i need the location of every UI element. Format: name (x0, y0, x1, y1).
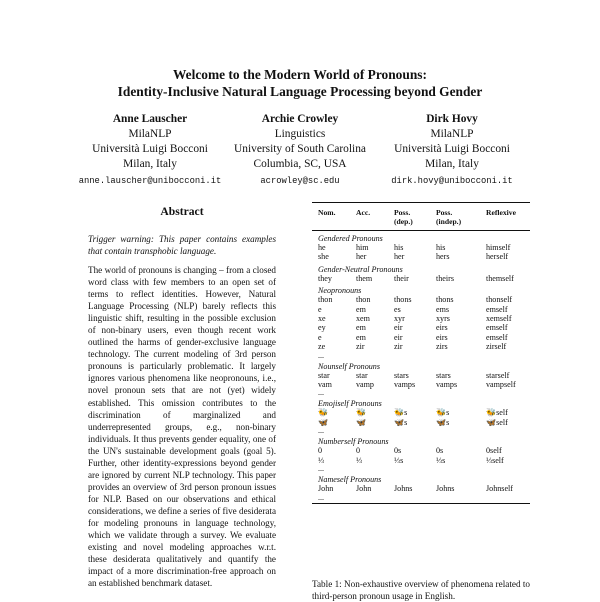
table-cell: their (394, 273, 409, 283)
author-affiliation: MilaNLP (430, 128, 474, 140)
author-location: Columbia, SC, USA (253, 158, 347, 170)
table-cell: 0 (356, 446, 361, 456)
table-cell: 0 (318, 446, 323, 456)
table-row (312, 305, 530, 314)
table-cell: Johns (436, 484, 455, 494)
table-cell: ⅓ (356, 455, 363, 465)
author-block (372, 112, 532, 189)
table-cell: thons (394, 295, 412, 305)
author-email[interactable]: anne.lauscher@unibocconi.it (78, 176, 222, 186)
header-acc: Acc. (356, 208, 371, 217)
table-row (312, 274, 530, 283)
author-block (215, 112, 385, 189)
table-cell: zir (356, 342, 365, 352)
table-cell: vam (318, 380, 332, 390)
table-cell: xe (318, 314, 326, 324)
table-row (312, 456, 530, 465)
table-cell: zir (394, 342, 403, 352)
table-cell: themself (486, 273, 514, 283)
table-cell: star (318, 370, 330, 380)
table-cell: 🦋 (356, 417, 367, 427)
table-cell: thon (356, 295, 371, 305)
table-cell: star (356, 370, 368, 380)
table-cell: she (318, 252, 329, 262)
table-cell: they (318, 273, 332, 283)
table-cell: xyrs (436, 314, 450, 324)
table-ellipsis: ... (318, 492, 324, 502)
table-cell: 🐝s (394, 408, 408, 418)
table-cell: emself (486, 332, 508, 342)
table-cell: 🐝 (356, 408, 367, 418)
table-row (312, 342, 530, 351)
table-row (312, 484, 530, 493)
table-cell: eirs (436, 323, 448, 333)
table-caption: Table 1: Non-exhaustive overview of phenomena related to third-person pronoun usage in English. (312, 579, 530, 601)
table-cell: emself (486, 304, 508, 314)
table-cell: her (394, 252, 405, 262)
table-ellipsis: ... (318, 464, 324, 474)
table-section-label: Neopronouns (318, 286, 362, 296)
table-cell: them (356, 273, 373, 283)
header-reflexive: Reflexive (486, 208, 516, 217)
table-cell: eir (394, 332, 403, 342)
table-cell: himself (486, 243, 511, 252)
table-row (312, 446, 530, 455)
table-cell: John (318, 484, 334, 494)
table-cell: hers (436, 252, 450, 262)
table-cell: theirs (436, 273, 454, 283)
table-cell: em (356, 332, 366, 342)
author-affiliation: Università Luigi Bocconi (394, 143, 510, 155)
table-cell: 🐝self (486, 408, 508, 418)
table-header-rule (312, 230, 530, 231)
author-affiliation: MilaNLP (128, 128, 172, 140)
author-location: Milan, Italy (425, 158, 479, 170)
table-cell: em (356, 304, 366, 314)
header-nom: Nom. (318, 208, 336, 217)
table-ellipsis: ... (318, 426, 324, 436)
table-header (312, 203, 530, 230)
table-section-label: Gendered Pronouns (318, 234, 383, 243)
abstract-body: The world of pronouns is changing – from a closed word class with few members to an open set of terms to reflect identities. However, Natural Language Processing (NLP) barely reflects this linguistic shift, resulting in the possible exclusion of non-binary users, even though recent work outlined the harms of gender-exclusive language technology. The current modeling of 3rd person pronouns is particularly problematic. It largely ignores various phenomena like neopronouns, i.e., novel pronoun sets that are not (yet) widely established. This omission contributes to the discrimination of marginalized and underrepresented groups, e.g., non-binary individuals. It thus prevents gender equality, one of the UN's sustainable development goals (goal 5). Further, other identity-expressions beyond gender are ignored by current NLP technology. This paper provides an overview of 3rd person pronoun issues for NLP. Based on our observations and ethical considerations, we define a series of five desiderata for modeling pronouns in language technology, which we validate through a survey. We evaluate existing and novel modeling approaches w.r.t. these desiderata qualitatively and quantify the impact of a more discrimination-free approach on an established benchmark dataset. (88, 265, 276, 589)
table-cell: xyr (394, 314, 405, 324)
table-cell: herself (486, 252, 509, 262)
author-name: Anne Lauscher (112, 113, 188, 125)
trigger-warning: Trigger warning: This paper contains examples that contain transphobic language. (88, 234, 276, 257)
table-cell: he (318, 243, 326, 252)
table-cell: eir (394, 323, 403, 333)
author-affiliation: Linguistics (274, 128, 326, 140)
table-cell: vamps (394, 380, 416, 390)
table-row (312, 295, 530, 304)
pronoun-table (312, 202, 530, 504)
table-cell: her (356, 252, 367, 262)
table-cell: emself (486, 323, 508, 333)
header-poss-indep: Poss. (indep.) (436, 208, 462, 226)
title-line-1: Welcome to the Modern World of Pronouns: (173, 67, 427, 82)
author-email[interactable]: dirk.hovy@unibocconi.it (391, 176, 513, 186)
author-location: Milan, Italy (123, 158, 177, 170)
table-cell: ⅓ (318, 455, 325, 465)
table-cell: em (356, 323, 366, 333)
table-cell: 0self (486, 446, 502, 456)
table-row (312, 418, 530, 427)
table-cell: ze (318, 342, 326, 352)
table-cell: his (436, 243, 446, 252)
header-poss-dep: Poss. (dep.) (394, 208, 413, 226)
table-cell: 🐝 (318, 408, 329, 418)
table-cell: xem (356, 314, 370, 324)
table-cell: ⅓s (394, 455, 404, 465)
table-cell: xemself (486, 314, 512, 324)
table-cell: vamps (436, 380, 458, 390)
table-cell: thonself (486, 295, 513, 305)
table-row (312, 380, 530, 389)
table-cell: ⅓s (436, 455, 446, 465)
table-cell: ey (318, 323, 326, 333)
table-cell: vampself (486, 380, 516, 390)
table-cell: es (394, 304, 401, 314)
table-cell: stars (436, 370, 451, 380)
table-cell: eirs (436, 332, 448, 342)
table-body (312, 234, 530, 501)
table-row (312, 408, 530, 417)
author-affiliation: University of South Carolina (234, 143, 366, 155)
table-ellipsis: ... (318, 388, 324, 398)
title-line-2: Identity-Inclusive Natural Language Processing beyond Gender (117, 84, 483, 99)
table-cell: thon (318, 295, 333, 305)
table-cell: zirs (436, 342, 448, 352)
table-cell: 🦋s (436, 417, 450, 427)
table-cell: 0s (436, 446, 444, 456)
table-section-label: Emojiself Pronouns (318, 399, 382, 409)
table-bottom-rule (312, 503, 530, 504)
table-row (312, 323, 530, 332)
table-row (312, 252, 530, 261)
table-row (312, 371, 530, 380)
table-cell: 🦋 (318, 417, 329, 427)
table-cell: thons (436, 295, 454, 305)
table-cell: ⅓self (486, 455, 504, 465)
table-section-label: Nameself Pronouns (318, 475, 382, 485)
table-cell: 🦋self (486, 417, 508, 427)
table-cell: Johnself (486, 484, 513, 494)
table-cell: zirself (486, 342, 507, 352)
author-name: Dirk Hovy (426, 113, 478, 125)
table-row (312, 314, 530, 323)
table-cell: e (318, 304, 322, 314)
paper-title (0, 66, 600, 100)
table-row (312, 243, 530, 252)
table-section-label: Nounself Pronouns (318, 361, 380, 371)
author-name: Archie Crowley (261, 113, 339, 125)
author-affiliation: Università Luigi Bocconi (92, 143, 208, 155)
table-cell: John (356, 484, 372, 494)
abstract-heading: Abstract (160, 205, 204, 218)
table-ellipsis: ... (318, 350, 324, 360)
table-section-label: Gender-Neutral Pronouns (318, 264, 403, 274)
table-cell: 0s (394, 446, 402, 456)
table-cell: e (318, 332, 322, 342)
table-cell: Johns (394, 484, 413, 494)
table-cell: 🦋s (394, 417, 408, 427)
author-block (70, 112, 230, 189)
author-email[interactable]: acrowley@sc.edu (260, 176, 340, 186)
table-row (312, 333, 530, 342)
table-cell: stars (394, 370, 409, 380)
table-cell: 🐝s (436, 408, 450, 418)
table-cell: his (394, 243, 404, 252)
table-cell: starself (486, 370, 510, 380)
table-cell: him (356, 243, 369, 252)
table-cell: vamp (356, 380, 374, 390)
table-section-label: Numberself Pronouns (318, 437, 389, 447)
table-cell: ems (436, 304, 450, 314)
